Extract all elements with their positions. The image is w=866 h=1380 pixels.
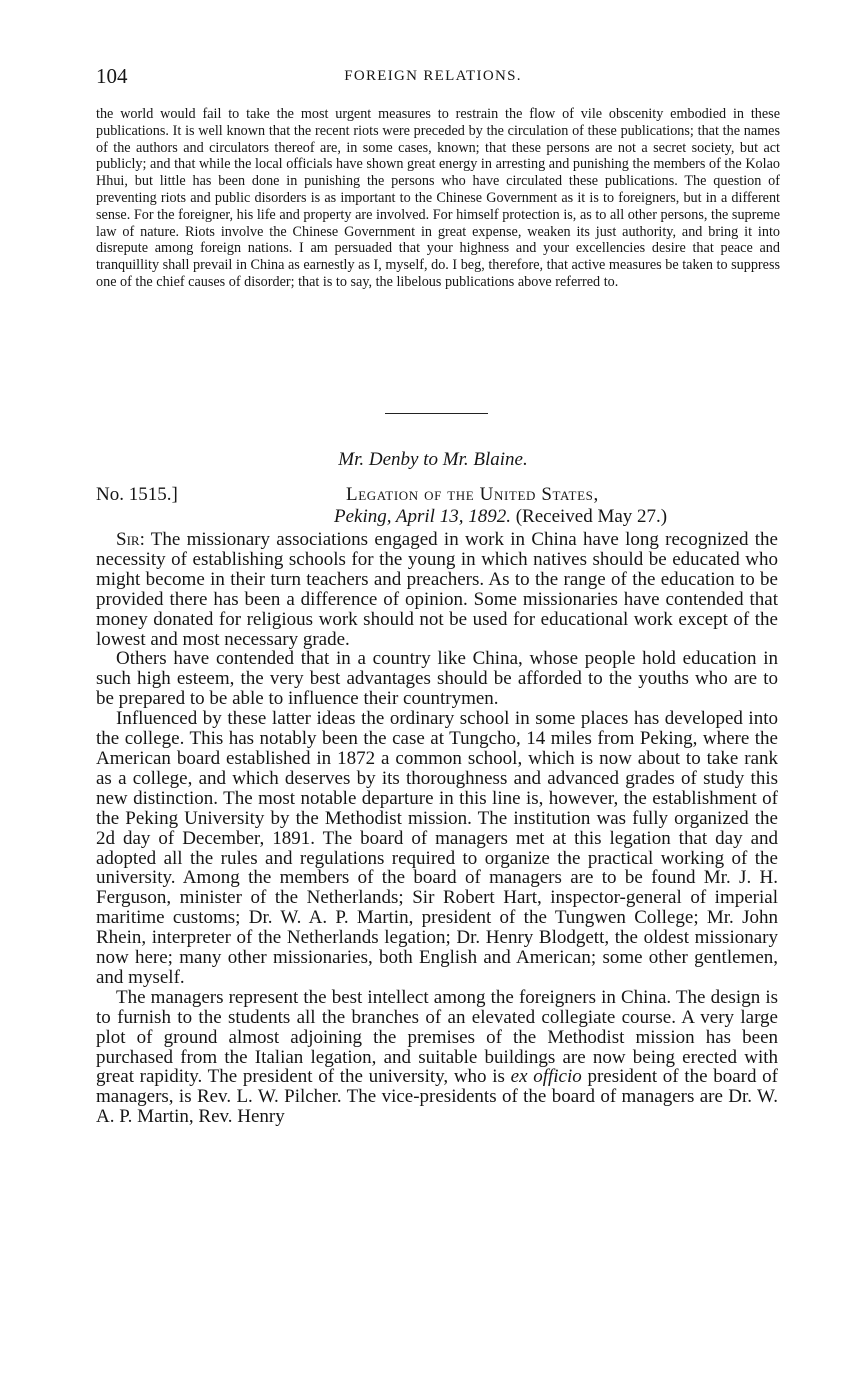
salutation: Sir:	[116, 529, 145, 550]
letter-title: Mr. Denby to Mr. Blaine.	[338, 449, 528, 470]
legation-heading: Legation of the United States,	[346, 484, 599, 505]
paragraph-1-text: The missionary associations engaged in work in China have long recognized the necessity of establishing schools for the young in which natives should be educated who might become in their turn teachers and preachers. As to the range of the education to be provided there has been a difference of opinion. Some missionaries have contended that money donated for religious work should not be used for educational work except of the lowest and most necessary grade.	[96, 529, 778, 650]
body-paragraph: Influenced by these latter ideas the ordinary school in some places has developed into the college. This has notably been the case at Tungcho, 14 miles from Peking, where the American board established in 1872 a common school, which is now about to take rank as a college, and which deserves by its thoroughness and advanced grades of study this new distinction. The most notable departure in this line is, however, the establishment of the Peking University by the Methodist mission. The institution was fully organized the 2d day of December, 1891. The board of managers met at this legation that day and adopted all the rules and regulations required to organize the practical working of the university. Among the members of the board of managers are to be found Mr. J. H. Ferguson, minister of the Netherlands; Sir Robert Hart, inspector-general of imperial maritime customs; Dr. W. A. P. Martin, president of the Tungwen College; Mr. John Rhein, interpreter of the Netherlands legation; Dr. Henry Blodgett, the oldest missionary now here; many other missionaries, both English and American; some other gentlemen, and myself.	[96, 708, 778, 988]
section-divider	[385, 413, 488, 414]
letter-body	[96, 530, 778, 1127]
previous-letter-excerpt	[96, 106, 780, 291]
place-date-line	[334, 506, 667, 528]
body-paragraph	[96, 988, 778, 1127]
document-number: No. 1515.]	[96, 484, 178, 505]
previous-letter-paragraph: the world would fail to take the most urgent measures to restrain the flow of vile obscenity embodied in these publications. It is well known that the recent riots were preceded by the circulation of these publications; that the names of the authors and circulators thereof are, in some cases, known; that these persons are not a secret society, but act publicly; and that while the local officials have shown great energy in arresting and punishing the members of the Kolao Hhui, but little has been done in punishing the persons who have circulated these publications. The question of preventing riots and public disorders is as important to the Chinese Government as it is to foreigners, but in a different sense. For the foreigner, his life and property are involved. For himself protection is, as to all other persons, the supreme law of nature. Riots involve the Chinese Government in great expense, weaken its just authority, and bring it into disrepute among foreign nations. I am persuaded that your highness and your excellencies desire that peace and tranquillity shall prevail in China as earnestly as I, myself, do. I beg, therefore, that active measures be taken to suppress one of the chief causes of disorder; that is to say, the libelous publications above referred to.	[96, 106, 780, 290]
page-number: 104	[96, 64, 128, 88]
paragraph-4-italic: ex officio	[510, 1066, 582, 1088]
paragraph-4-text-a: The managers represent the best intellect among the foreigners in China. The design is to furnish to the students all the branches of an elevated collegiate course. A very large plot of ground almost adjoining the premises of the Methodist mission has been purchased from the Italian legation, and suitable buildings are now being erected with great rapidity. The president of the university, who is	[96, 986, 778, 1088]
paragraph-4-text-b: president of the board of managers, is Rev. L. W. Pilcher. The vice-presidents of the board of managers are Dr. W. A. P. Martin, Rev. Henry	[96, 1066, 779, 1128]
running-title: FOREIGN RELATIONS.	[344, 68, 522, 84]
body-paragraph: Others have contended that in a country like China, whose people hold education in such high esteem, the very best advantages should be afforded to the youths who are to be prepared to be able to influence their countrymen.	[96, 648, 778, 710]
body-paragraph	[96, 530, 778, 649]
received-date: (Received May 27.)	[515, 506, 668, 527]
place-date: Peking, April 13, 1892.	[334, 506, 511, 527]
